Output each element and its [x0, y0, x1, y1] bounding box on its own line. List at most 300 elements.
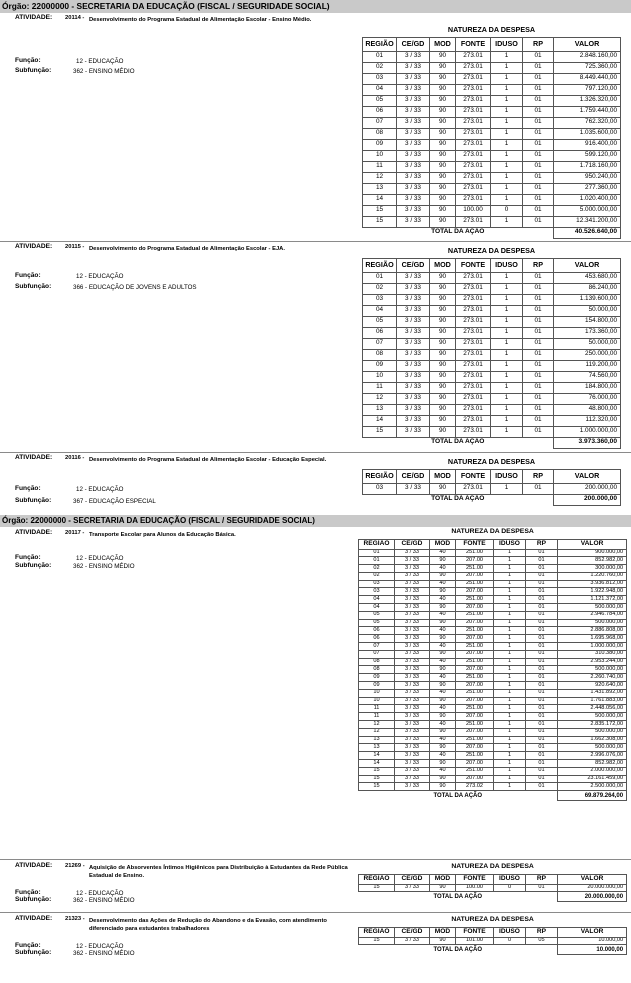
table-cell: 01	[526, 783, 558, 791]
table-cell: 90	[430, 619, 456, 627]
table-row	[363, 349, 621, 360]
table-cell: 90	[430, 572, 456, 580]
table-cell: 90	[430, 728, 456, 736]
table-cell: 273.01	[456, 51, 491, 62]
table-row	[359, 580, 627, 588]
table-row	[359, 767, 627, 775]
table-cell: 1.922.948,00	[558, 588, 627, 596]
table-cell: 3 / 33	[397, 62, 430, 73]
table-cell: 1	[491, 183, 523, 194]
column-header: RP	[526, 927, 558, 937]
table-cell: 90	[430, 360, 456, 371]
table-cell: 40	[430, 674, 456, 682]
table-cell: 3 / 33	[397, 360, 430, 371]
table-row	[363, 216, 621, 227]
table-row	[363, 62, 621, 73]
total-value: 200.000,00	[554, 494, 621, 505]
table-row	[359, 728, 627, 736]
table-cell: 90	[430, 760, 456, 768]
atividade-code: 21269 -	[65, 863, 85, 869]
table-cell: 797.120,00	[554, 84, 621, 95]
table-cell: 310.380,00	[558, 650, 627, 658]
subfuncao-value: 366 - EDUCAÇÃO DE JOVENS E ADULTOS	[73, 284, 197, 291]
table-cell: 74.560,00	[554, 371, 621, 382]
table-cell: 12	[359, 721, 395, 729]
table-cell: 90	[430, 73, 456, 84]
table-caption-row	[359, 527, 627, 539]
table-cell: 07	[359, 643, 395, 651]
table-cell: 1	[494, 658, 526, 666]
table-cell: 1	[491, 382, 523, 393]
table-cell: 3 / 33	[395, 760, 430, 768]
table-header-row	[363, 469, 621, 483]
atividade-title: Transporte Escolar para Alunos da Educação Básica.	[89, 532, 236, 538]
table-cell: 3 / 33	[397, 139, 430, 150]
table-cell: 15	[363, 426, 397, 437]
subfuncao-label: Subfunção:	[15, 283, 52, 290]
table-cell: 01	[523, 139, 554, 150]
table-cell: 916.400,00	[554, 139, 621, 150]
table-row	[359, 627, 627, 635]
table-cell: 1	[494, 604, 526, 612]
table-cell: 273.01	[456, 393, 491, 404]
table-cell: 40	[430, 565, 456, 573]
subfuncao-label: Subfunção:	[15, 562, 52, 569]
table-cell: 3 / 33	[395, 643, 430, 651]
table-cell: 1	[494, 596, 526, 604]
table-cell: 1	[491, 393, 523, 404]
table-cell: 251.00	[456, 627, 494, 635]
table-row	[363, 84, 621, 95]
table-row	[359, 643, 627, 651]
table-cell: 10	[363, 371, 397, 382]
natureza-caption: NATUREZA DA DESPESA	[363, 455, 621, 469]
table-row	[359, 760, 627, 768]
column-header: REGIÃO	[359, 539, 395, 549]
table-cell: 273.02	[456, 783, 494, 791]
table-cell: 3 / 33	[397, 327, 430, 338]
table-cell: 3 / 33	[397, 117, 430, 128]
table-cell: 05	[363, 95, 397, 106]
table-cell: 3 / 33	[395, 744, 430, 752]
atividade-title: Desenvolvimento do Programa Estadual de Alimentação Escolar - EJA.	[89, 246, 285, 252]
table-cell: 14	[363, 194, 397, 205]
table-row	[363, 172, 621, 183]
table-cell: 86.240,00	[554, 283, 621, 294]
table-cell: 3 / 33	[395, 658, 430, 666]
subfuncao-value: 362 - ENSINO MÉDIO	[73, 897, 135, 904]
table-cell: 3 / 33	[397, 194, 430, 205]
table-cell: 90	[430, 194, 456, 205]
table-cell: 90	[430, 393, 456, 404]
table-cell: 1	[494, 549, 526, 557]
table-cell: 01	[526, 635, 558, 643]
column-header: RP	[523, 37, 554, 51]
table-cell: 1	[494, 713, 526, 721]
table-cell: 5.000.000,00	[554, 205, 621, 216]
table-cell: 01	[363, 272, 397, 283]
table-cell: 1	[491, 106, 523, 117]
table-cell: 1.326.320,00	[554, 95, 621, 106]
table-cell: 1	[491, 349, 523, 360]
table-cell: 3 / 33	[397, 172, 430, 183]
table-cell: 02	[363, 62, 397, 73]
table-row	[363, 338, 621, 349]
table-cell: 251.00	[456, 689, 494, 697]
table-cell: 90	[430, 51, 456, 62]
table-cell: 90	[430, 713, 456, 721]
column-header: MOD	[430, 874, 456, 884]
atividade-label: ATIVIDADE:	[15, 862, 53, 869]
table-cell: 2.835.172,00	[558, 721, 627, 729]
table-cell: 01	[523, 216, 554, 227]
atividade-label: ATIVIDADE:	[15, 454, 53, 461]
table-cell: 3 / 33	[397, 349, 430, 360]
table-cell: 3 / 33	[395, 596, 430, 604]
table-cell: 40	[430, 658, 456, 666]
table-cell: 1	[491, 84, 523, 95]
atividade-title: Aquisição de Absorventes Íntimos Higiênicos para Distribuição à Estudantes da Rede Pública Estadual de Ensino.	[89, 865, 348, 879]
table-cell: 1	[491, 73, 523, 84]
table-cell: 251.00	[456, 736, 494, 744]
table-cell: 273.01	[456, 327, 491, 338]
table-cell: 273.01	[456, 194, 491, 205]
column-header: CE/GD	[397, 258, 430, 272]
table-cell: 207.00	[456, 682, 494, 690]
column-header: CE/GD	[395, 927, 430, 937]
table-cell: 02	[363, 283, 397, 294]
table-cell: 01	[526, 697, 558, 705]
table-cell: 01	[526, 565, 558, 573]
table-cell: 13	[359, 744, 395, 752]
funcao-value: 12 - EDUCAÇÃO	[76, 58, 124, 65]
table-cell: 2.500.000,00	[558, 783, 627, 791]
table-cell: 90	[430, 775, 456, 783]
table-row	[359, 674, 627, 682]
table-cell: 1	[491, 161, 523, 172]
table-cell: 08	[363, 349, 397, 360]
table-cell: 173.360,00	[554, 327, 621, 338]
table-cell: 90	[430, 183, 456, 194]
table-cell: 273.01	[456, 84, 491, 95]
table-cell: 1.662.308,00	[558, 736, 627, 744]
table-caption-row	[363, 455, 621, 469]
table-cell: 251.00	[456, 721, 494, 729]
table-cell: 01	[526, 752, 558, 760]
table-cell: 90	[430, 161, 456, 172]
table-row	[359, 775, 627, 783]
table-cell: 3 / 33	[397, 150, 430, 161]
table-cell: 06	[359, 627, 395, 635]
table-row	[359, 937, 627, 945]
table-cell: 273.01	[456, 161, 491, 172]
atividade-code: 20116 -	[65, 455, 85, 461]
natureza-caption: NATUREZA DA DESPESA	[359, 862, 627, 874]
natureza-caption: NATUREZA DA DESPESA	[359, 527, 627, 539]
table-row	[363, 360, 621, 371]
table-cell: 05	[359, 611, 395, 619]
table-cell: 3 / 33	[395, 775, 430, 783]
table-cell: 12	[363, 393, 397, 404]
table-cell: 15	[359, 775, 395, 783]
table-cell: 250.000,00	[554, 349, 621, 360]
table-cell: 01	[526, 588, 558, 596]
table-cell: 1	[494, 721, 526, 729]
table-cell: 1	[494, 580, 526, 588]
table-cell: 90	[430, 783, 456, 791]
table-cell: 03	[359, 580, 395, 588]
table-cell: 01	[526, 596, 558, 604]
atividade-title: Desenvolvimento do Programa Estadual de Alimentação Escolar - Educação Especial.	[89, 457, 327, 463]
table-cell: 90	[430, 382, 456, 393]
table-cell: 112.320,00	[554, 415, 621, 426]
table-row	[363, 194, 621, 205]
total-label: TOTAL DA AÇÃO	[431, 228, 485, 236]
table-row	[363, 51, 621, 62]
table-cell: 03	[363, 294, 397, 305]
table-cell: 02	[359, 565, 395, 573]
table-cell: 1	[491, 371, 523, 382]
table-cell: 90	[430, 139, 456, 150]
table-row	[359, 572, 627, 580]
table-cell: 3 / 33	[397, 371, 430, 382]
table-header-row	[359, 539, 627, 549]
table-cell: 90	[430, 404, 456, 415]
table-cell: 1	[494, 666, 526, 674]
table-row	[359, 752, 627, 760]
subfuncao-label: Subfunção:	[15, 949, 52, 956]
table-cell: 40	[430, 596, 456, 604]
table-cell: 1	[491, 62, 523, 73]
table-cell: 04	[359, 604, 395, 612]
table-cell: 1	[491, 415, 523, 426]
table-cell: 3 / 33	[397, 316, 430, 327]
table-cell: 3 / 33	[397, 84, 430, 95]
table-cell: 03	[363, 483, 397, 494]
table-row	[359, 666, 627, 674]
table-caption-row	[363, 244, 621, 258]
funcao-label: Função:	[15, 485, 41, 492]
table-cell: 01	[526, 744, 558, 752]
table-cell: 852.982,00	[558, 557, 627, 565]
table-cell: 1.139.600,00	[554, 294, 621, 305]
subfuncao-value: 362 - ENSINO MÉDIO	[73, 563, 135, 570]
table-cell: 03	[359, 588, 395, 596]
table-cell: 1.759.440,00	[554, 106, 621, 117]
table-cell: 01	[523, 51, 554, 62]
table-row	[359, 650, 627, 658]
table-cell: 01	[526, 604, 558, 612]
table-cell: 207.00	[456, 650, 494, 658]
table-cell: 05	[363, 316, 397, 327]
column-header: REGIÃO	[359, 874, 395, 884]
column-header: RP	[523, 469, 554, 483]
table-cell: 3 / 33	[395, 713, 430, 721]
table-cell: 1.718.160,00	[554, 161, 621, 172]
table-cell: 1	[494, 635, 526, 643]
column-header: FONTE	[456, 539, 494, 549]
table-cell: 11	[359, 705, 395, 713]
table-cell: 2.448.056,00	[558, 705, 627, 713]
table-cell: 251.00	[456, 611, 494, 619]
table-cell: 3 / 33	[395, 650, 430, 658]
table-cell: 3 / 33	[395, 674, 430, 682]
table-cell: 0	[491, 205, 523, 216]
table-cell: 207.00	[456, 588, 494, 596]
table-row	[363, 128, 621, 139]
table-cell: 07	[363, 338, 397, 349]
table-cell: 90	[430, 172, 456, 183]
table-cell: 12	[363, 172, 397, 183]
table-cell: 1	[491, 172, 523, 183]
table-cell: 90	[430, 884, 456, 892]
table-cell: 1	[494, 643, 526, 651]
table-cell: 90	[430, 216, 456, 227]
column-header: FONTE	[456, 927, 494, 937]
table-cell: 3 / 33	[395, 611, 430, 619]
column-header: IDUSO	[494, 927, 526, 937]
table-cell: 1.035.600,00	[554, 128, 621, 139]
table-row	[359, 596, 627, 604]
table-cell: 3 / 33	[397, 95, 430, 106]
table-header-row	[359, 927, 627, 937]
table-cell: 40	[430, 752, 456, 760]
table-cell: 2.996.076,00	[558, 752, 627, 760]
table-cell: 8.449.440,00	[554, 73, 621, 84]
table-cell: 01	[523, 415, 554, 426]
column-header: VALOR	[554, 258, 621, 272]
table-cell: 3 / 33	[397, 106, 430, 117]
table-row	[359, 635, 627, 643]
table-cell: 3 / 33	[397, 51, 430, 62]
table-cell: 119.200,00	[554, 360, 621, 371]
table-cell: 50.000,00	[554, 338, 621, 349]
table-cell: 01	[363, 51, 397, 62]
table-row	[363, 316, 621, 327]
column-header: CE/GD	[395, 539, 430, 549]
column-header: IDUSO	[494, 874, 526, 884]
table-cell: 1.000.000,00	[558, 643, 627, 651]
table-cell: 207.00	[456, 697, 494, 705]
table-cell: 01	[526, 674, 558, 682]
column-header: REGIÃO	[363, 37, 397, 51]
column-header: MOD	[430, 258, 456, 272]
table-cell: 12	[359, 728, 395, 736]
table-cell: 90	[430, 205, 456, 216]
table-cell: 01	[523, 360, 554, 371]
table-header-row	[359, 874, 627, 884]
table-cell: 09	[363, 139, 397, 150]
table-cell: 1.121.372,00	[558, 596, 627, 604]
table-cell: 273.01	[456, 73, 491, 84]
table-cell: 100.00	[456, 205, 491, 216]
table-cell: 06	[363, 106, 397, 117]
table-cell: 90	[430, 682, 456, 690]
table-row	[359, 588, 627, 596]
total-row	[363, 494, 621, 505]
table-cell: 1	[491, 95, 523, 106]
table-cell: 251.00	[456, 643, 494, 651]
table-cell: 1	[491, 150, 523, 161]
column-header: RP	[526, 874, 558, 884]
table-cell: 01	[526, 689, 558, 697]
table-cell: 07	[363, 117, 397, 128]
table-cell: 920.640,00	[558, 682, 627, 690]
table-cell: 1.020.400,00	[554, 194, 621, 205]
table-cell: 01	[526, 643, 558, 651]
table-cell: 3 / 33	[395, 635, 430, 643]
table-cell: 3 / 33	[395, 627, 430, 635]
table-cell: 273.01	[456, 172, 491, 183]
table-cell: 2.260.740,00	[558, 674, 627, 682]
table-cell: 273.01	[456, 426, 491, 437]
table-cell: 01	[523, 371, 554, 382]
table-cell: 01	[523, 272, 554, 283]
table-cell: 207.00	[456, 760, 494, 768]
table-cell: 207.00	[456, 713, 494, 721]
table-cell: 40	[430, 549, 456, 557]
table-cell: 01	[523, 349, 554, 360]
table-cell: 207.00	[456, 604, 494, 612]
table-cell: 13	[363, 404, 397, 415]
table-cell: 1	[494, 775, 526, 783]
table-cell: 40	[430, 611, 456, 619]
table-cell: 01	[523, 183, 554, 194]
table-cell: 01	[523, 382, 554, 393]
table-cell: 2.953.244,00	[558, 658, 627, 666]
table-cell: 3 / 33	[397, 338, 430, 349]
subfuncao-value: 362 - ENSINO MÉDIO	[73, 68, 135, 75]
table-cell: 273.01	[456, 128, 491, 139]
funcao-value: 12 - EDUCAÇÃO	[76, 890, 124, 897]
table-row	[359, 557, 627, 565]
column-header: MOD	[430, 927, 456, 937]
total-row	[363, 227, 621, 238]
table-cell: 01	[526, 736, 558, 744]
table-cell: 1	[494, 752, 526, 760]
table-cell: 01	[523, 205, 554, 216]
funcao-label: Função:	[15, 554, 41, 561]
table-cell: 90	[430, 588, 456, 596]
table-row	[363, 95, 621, 106]
table-cell: 273.01	[456, 371, 491, 382]
table-cell: 273.01	[456, 150, 491, 161]
atividade-code: 20117 -	[65, 530, 85, 536]
table-cell: 13	[359, 736, 395, 744]
table-cell: 90	[430, 117, 456, 128]
table-cell: 40	[430, 705, 456, 713]
table-cell: 10	[363, 150, 397, 161]
table-cell: 1	[491, 283, 523, 294]
table-cell: 3 / 33	[395, 580, 430, 588]
table-cell: 273.01	[456, 360, 491, 371]
table-cell: 273.01	[456, 483, 491, 494]
table-cell: 3 / 33	[397, 483, 430, 494]
table-cell: 40	[430, 736, 456, 744]
table-cell: 13	[363, 183, 397, 194]
atividade-code: 21323 -	[65, 916, 85, 922]
table-cell: 273.01	[456, 294, 491, 305]
table-cell: 1	[491, 128, 523, 139]
table-cell: 1	[494, 689, 526, 697]
table-cell: 273.01	[456, 404, 491, 415]
table-cell: 90	[430, 84, 456, 95]
table-cell: 1.695.968,00	[558, 635, 627, 643]
table-row	[363, 305, 621, 316]
table-cell: 3 / 33	[395, 728, 430, 736]
table-cell: 500.000,00	[558, 604, 627, 612]
table-cell: 01	[526, 557, 558, 565]
